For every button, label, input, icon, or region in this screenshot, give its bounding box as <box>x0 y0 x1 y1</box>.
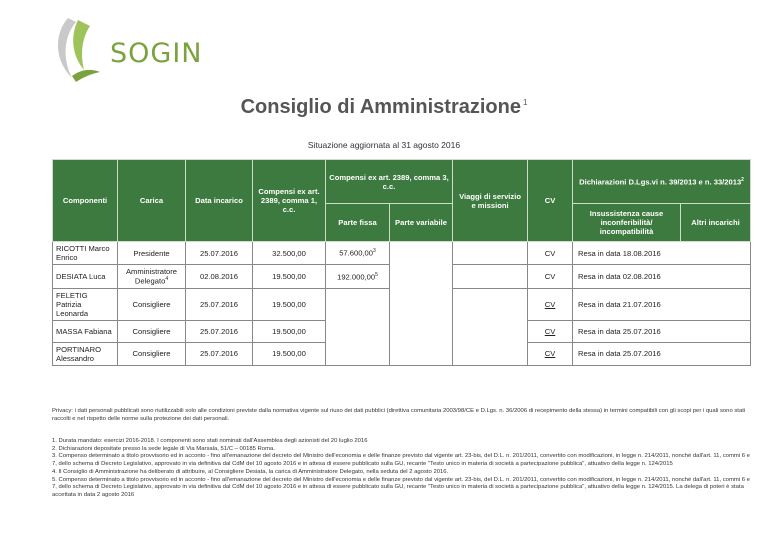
fixed-part: 57.600,00$^3$ <box>326 242 390 265</box>
declaration-cell: Resa in data 18.08.2016 <box>573 242 751 265</box>
member-name: RICOTTI Marco Enrico <box>53 242 118 265</box>
variable-part <box>390 242 453 366</box>
page-subtitle: Situazione aggiornata al 31 agosto 2016 <box>307 140 461 150</box>
declaration-cell: Resa in data 25.07.2016 <box>573 320 751 342</box>
footnote: 5. Compenso determinato a titolo provvisorio ed in acconto - fino all'emanazione del decreto del Ministro dell'economia e delle finanze previsto dal vigente art. 23-bis, del D.L. n. 201/2011, convertito con modificazioni, in legge n. 214/2011, nonché dall'art. 11, commi 6 e 7, dello schema di Decreto Legislativo, approvato in via definitiva dal CdM del 10 agosto 2016 e in attesa di essere pubblicato sulla GU, recante "Testo unico in materia di società a partecipazione pubblica", attuativo della legge n. 124/2015. La delega di poteri è stata accettata in data 2 agosto 2016 <box>52 476 750 498</box>
member-role: Consigliere <box>118 288 186 320</box>
compensation-comma1: 32.500,00 <box>253 242 326 265</box>
cv-link[interactable]: CV <box>528 288 573 320</box>
header-parte-variabile: Parte variabile <box>390 204 453 242</box>
travel-cell <box>453 288 528 365</box>
travel-cell <box>453 242 528 265</box>
board-table <box>52 159 751 366</box>
member-name: MASSA Fabiana <box>53 320 118 342</box>
page-title: Consiglio di Amministrazione $^1$ <box>240 96 528 118</box>
header-compensi-comma1: Compensi ex art. 2389, comma 1, c.c. <box>253 160 326 242</box>
footnote: 3. Compenso determinato a titolo provvisorio ed in acconto - fino all'emanazione del decreto del Ministro dell'economia e delle finanze previsto dal vigente art. 23-bis, del D.L. n. 201/2011, convertito con modificazioni, in legge n. 214/2011, nonché dall'art. 11, commi 6 e 7, dello schema di Decreto Legislativo, approvato in via definitiva dal CdM del 10 agosto 2016 e in attesa di essere pubblicato sulla GU, recante "Testo unico in materia di società a partecipazione pubblica", attuativo della legge n. 124/2015 <box>52 453 750 468</box>
header-componenti: Componenti <box>53 160 118 242</box>
fixed-part <box>326 288 390 365</box>
member-name: PORTINARO Alessandro <box>53 342 118 365</box>
compensation-comma1: 19.500,00 <box>253 265 326 289</box>
logo-text: SOGIN <box>110 38 203 69</box>
footnote: 1. Durata mandato: esercizi 2016-2018. I componenti sono stati nominati dall'Assemblea degli azionisti del 20 luglio 2016 <box>52 438 368 444</box>
appointment-date: 25.07.2016 <box>186 242 253 265</box>
footnote: 4. Il Consiglio di Amministrazione ha deliberato di attribuire, al Consigliere Desiata, la carica di Amministratore Delegato, nella seduta del 2 agosto 2016. <box>52 468 449 475</box>
appointment-date: 25.07.2016 <box>186 320 253 342</box>
compensation-comma1: 19.500,00 <box>253 342 326 365</box>
header-altri-incarichi: Altri incarichi <box>681 204 751 242</box>
compensation-comma1: 19.500,00 <box>253 288 326 320</box>
footnotes <box>52 438 750 500</box>
header-cv: CV <box>528 160 573 242</box>
appointment-date: 25.07.2016 <box>186 342 253 365</box>
declaration-cell: Resa in data 21.07.2016 <box>573 288 751 320</box>
footnote: 2. Dichiarazioni depositate presso la sede legale di Via Marsala, 51/C – 00185 Roma. <box>52 445 275 452</box>
member-role: Consigliere <box>118 342 186 365</box>
header-viaggi: Viaggi di servizio e missioni <box>453 160 528 242</box>
declaration-cell: Resa in data 02.08.2016 <box>573 265 751 289</box>
appointment-date: 02.08.2016 <box>186 265 253 289</box>
header-data-incarico: Data incarico <box>186 160 253 242</box>
member-role: Consigliere <box>118 320 186 342</box>
header-dichiarazioni: Dichiarazioni D.Lgs.vi n. 39/2013 e n. 33/2013$^2$ <box>573 160 751 204</box>
cv-cell: CV <box>528 242 573 265</box>
member-role: Presidente <box>118 242 186 265</box>
member-role: Amministratore Delegato$^4$ <box>118 265 186 289</box>
declaration-cell: Resa in data 25.07.2016 <box>573 342 751 365</box>
appointment-date: 25.07.2016 <box>186 288 253 320</box>
header-parte-fissa: Parte fissa <box>326 204 390 242</box>
header-insussistenza: Insussistenza cause inconferibilità/ incompatibilità <box>573 204 681 242</box>
travel-cell <box>453 265 528 289</box>
member-name: DESIATA Luca <box>53 265 118 289</box>
table-row <box>53 242 751 265</box>
compensation-comma1: 19.500,00 <box>253 320 326 342</box>
title-footnote-ref: 1 <box>522 98 528 108</box>
sogin-leaf-icon <box>50 14 110 84</box>
cv-link[interactable]: CV <box>528 320 573 342</box>
cv-link[interactable]: CV <box>528 342 573 365</box>
header-compensi-comma3: Compensi ex art. 2389, comma 3, c.c. <box>326 160 453 204</box>
member-name: FELETIG Patrizia Leonarda <box>53 288 118 320</box>
sogin-logo <box>50 14 203 84</box>
privacy-notice: Privacy: i dati personali pubblicati sono riutilizzabili solo alle condizioni previste dalla normativa vigente sul riuso dei dati pubblici (direttiva comunitaria 2003/98/CE e D.Lgs. n. 36/2006 di recepimento della stessa) in termini compatibili con gli scopi per i quali sono stati raccolti e nel rispetto delle norme sulla protezione dei dati personali. <box>52 408 746 422</box>
header-carica: Carica <box>118 160 186 242</box>
cv-cell: CV <box>528 265 573 289</box>
fixed-part: 192.000,00$^5$ <box>326 265 390 289</box>
